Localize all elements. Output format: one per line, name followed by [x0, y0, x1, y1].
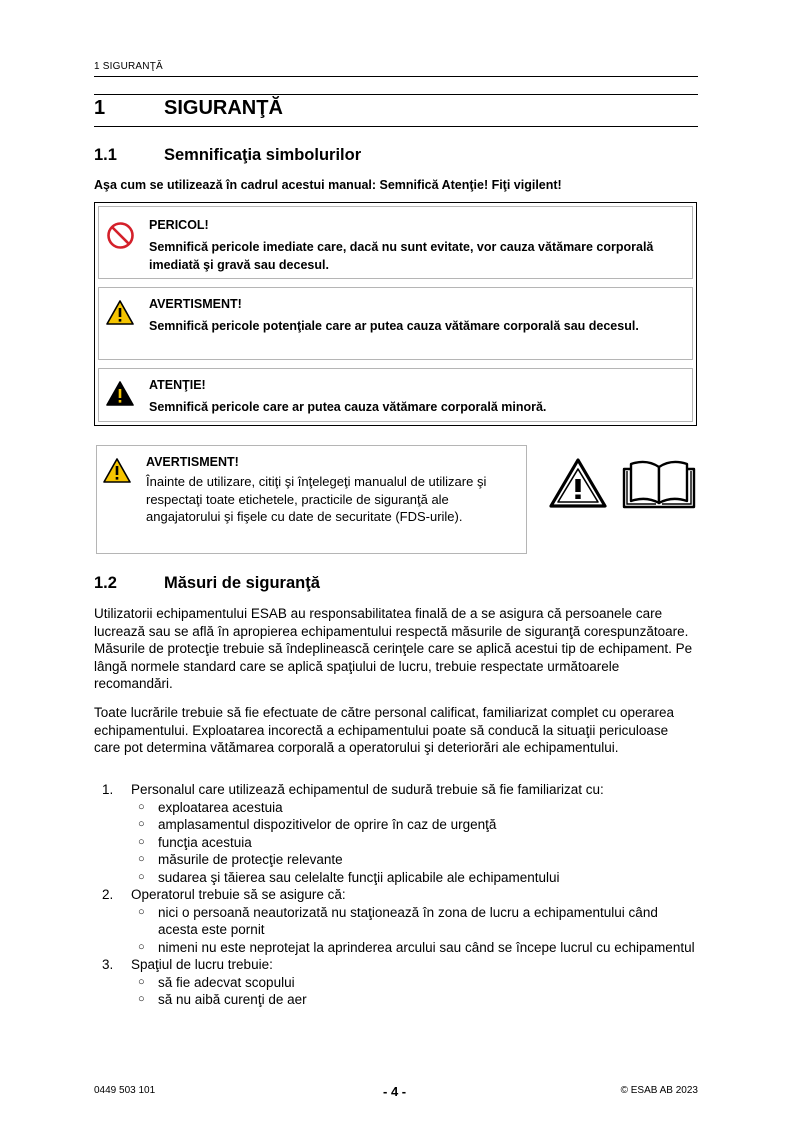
symbols-table: [94, 202, 697, 426]
list-item-text: Personalul care utilizează echipamentul de sudură trebuie să fie familiarizat cu:: [131, 782, 604, 797]
subsection-1-1-number: 1.1: [94, 146, 117, 164]
safety-requirements-list: [94, 781, 698, 1009]
sub-list-item: ○ sudarea şi tăierea sau celelalte funcţii aplicabile ale echipamentului: [138, 869, 560, 885]
sub-list-item: ○ funcţia acestuia: [138, 834, 252, 850]
subsection-1-2-number: 1.2: [94, 574, 117, 592]
caution-triangle-icon: [105, 380, 135, 407]
caution-title: ATENŢIE!: [149, 378, 206, 392]
subsection-1-2-title: Măsuri de siguranţă: [164, 574, 320, 592]
symbols-intro: Aşa cum se utilizează în cadrul acestui manual: Semnifică Atenţie! Fiţi vigilent!: [94, 178, 562, 192]
danger-text: Semnifică pericole imediate care, dacă nu sunt evitate, vor cauza vătămare corporală imediată şi gravă sau decesul.: [149, 240, 654, 272]
header-rule: [94, 76, 698, 77]
sub-list-item: ○ nimeni nu este neprotejat la aprinderea arcului sau când se începe lucrul cu echipamentul: [138, 939, 695, 955]
sub-list-item: ○ să nu aibă curenţi de aer: [138, 992, 307, 1007]
heading-bottom-rule: [94, 126, 698, 127]
list-item: [94, 781, 698, 799]
sub-list-item: ○ amplasamentul dispozitivelor de oprire în caz de urgenţă: [138, 817, 497, 832]
caution-box: [98, 368, 693, 422]
list-item: [94, 886, 698, 904]
danger-triangle-pictogram-icon: [548, 457, 608, 509]
warning-triangle-icon: [105, 299, 135, 326]
sub-list-item-text: sudarea şi tăierea sau celelalte funcţii aplicabile ale echipamentului: [158, 869, 560, 885]
warning-symbol-title: AVERTISMENT!: [149, 297, 242, 311]
sub-list-item-text: nici o persoană neautorizată nu staţionează în zona de lucru a echipamentului când acesta este pornit: [158, 904, 658, 937]
list-item: [94, 956, 698, 974]
sub-list-item-text: funcţia acestuia: [158, 834, 252, 850]
subsection-1-1-title: Semnificaţia simbolurilor: [164, 146, 362, 164]
warning-symbol-text: Semnifică pericole potenţiale care ar putea cauza vătămare corporală sau decesul.: [149, 319, 639, 333]
danger-title: PERICOL!: [149, 218, 209, 232]
sub-list-item: ○ nici o persoană neautorizată nu staţionează în zona de lucru a echipamentului când acesta este pornit: [138, 904, 658, 937]
list-item-number: 1.: [102, 782, 114, 797]
sub-list-item-text: să nu aibă curenţi de aer: [158, 992, 307, 1007]
footer-doc-number: 0449 503 101: [94, 1085, 156, 1096]
safety-paragraph-1: Utilizatorii echipamentului ESAB au responsabilitatea finală de a se asigura că persoanele care lucrează sau se află în apropierea echipamentului respectă măsurile de siguranţă corespunzătoare. Măsurile de protecţie trebuie să îndeplinească cerinţele care se aplică acestui tip de echipament. Pe lângă normele standard care se aplică spaţiului de lucru, trebuie respectate următoarele recomandări.: [94, 606, 693, 691]
sub-list-item-text: exploatarea acestuia: [158, 799, 283, 815]
sub-list-item: ○ exploatarea acestuia: [138, 799, 283, 815]
read-manual-book-icon: [620, 457, 698, 509]
read-manual-warning-text: Înainte de utilizare, citiţi şi înţelegeţi manualul de utilizare şi respectaţi toate etichetele, practicile de siguranţă ale angajatorului şi fişele cu date de securitate (FDS-urile).: [146, 474, 487, 524]
read-manual-warning-title: AVERTISMENT!: [146, 455, 239, 469]
footer-copyright: © ESAB AB 2023: [620, 1085, 698, 1096]
safety-paragraph-2: Toate lucrările trebuie să fie efectuate de către personal calificat, familiarizat complet cu operarea echipamentului. Exploatarea incorectă a echipamentului poate să conducă la situaţii periculoase care pot determina vătămarea corporală a operatorului şi deteriorări ale echipamentului.: [94, 705, 675, 755]
list-item-text: Operatorul trebuie să se asigure că:: [131, 887, 346, 902]
footer-page-number: - 4 -: [383, 1084, 407, 1099]
heading-top-rule: [94, 94, 698, 95]
section-number: 1: [94, 97, 106, 119]
list-item-text: Spaţiul de lucru trebuie:: [131, 957, 273, 972]
sub-list-item-text: nimeni nu este neprotejat la aprinderea arcului sau când se începe lucrul cu echipamentul: [158, 939, 695, 955]
warning-triangle-icon: [102, 457, 132, 484]
sub-list-item: ○ să fie adecvat scopului: [138, 974, 295, 990]
read-manual-warning-box: [96, 445, 527, 554]
list-item-number: 2.: [102, 887, 114, 902]
sub-list-item-text: măsurile de protecţie relevante: [158, 852, 343, 867]
caution-text: Semnifică pericole care ar putea cauza vătămare corporală minoră.: [149, 400, 547, 414]
sub-list-item-text: amplasamentul dispozitivelor de oprire în caz de urgenţă: [158, 817, 497, 832]
section-title: SIGURANŢĂ: [164, 97, 283, 119]
warning-symbol-box: [98, 287, 693, 360]
sub-list-item: ○ măsurile de protecţie relevante: [138, 852, 343, 867]
danger-box: [98, 206, 693, 279]
prohibition-icon: [106, 221, 135, 250]
running-header: 1 SIGURANŢĂ: [94, 61, 163, 72]
sub-list-item-text: să fie adecvat scopului: [158, 974, 295, 990]
list-item-number: 3.: [102, 957, 114, 972]
